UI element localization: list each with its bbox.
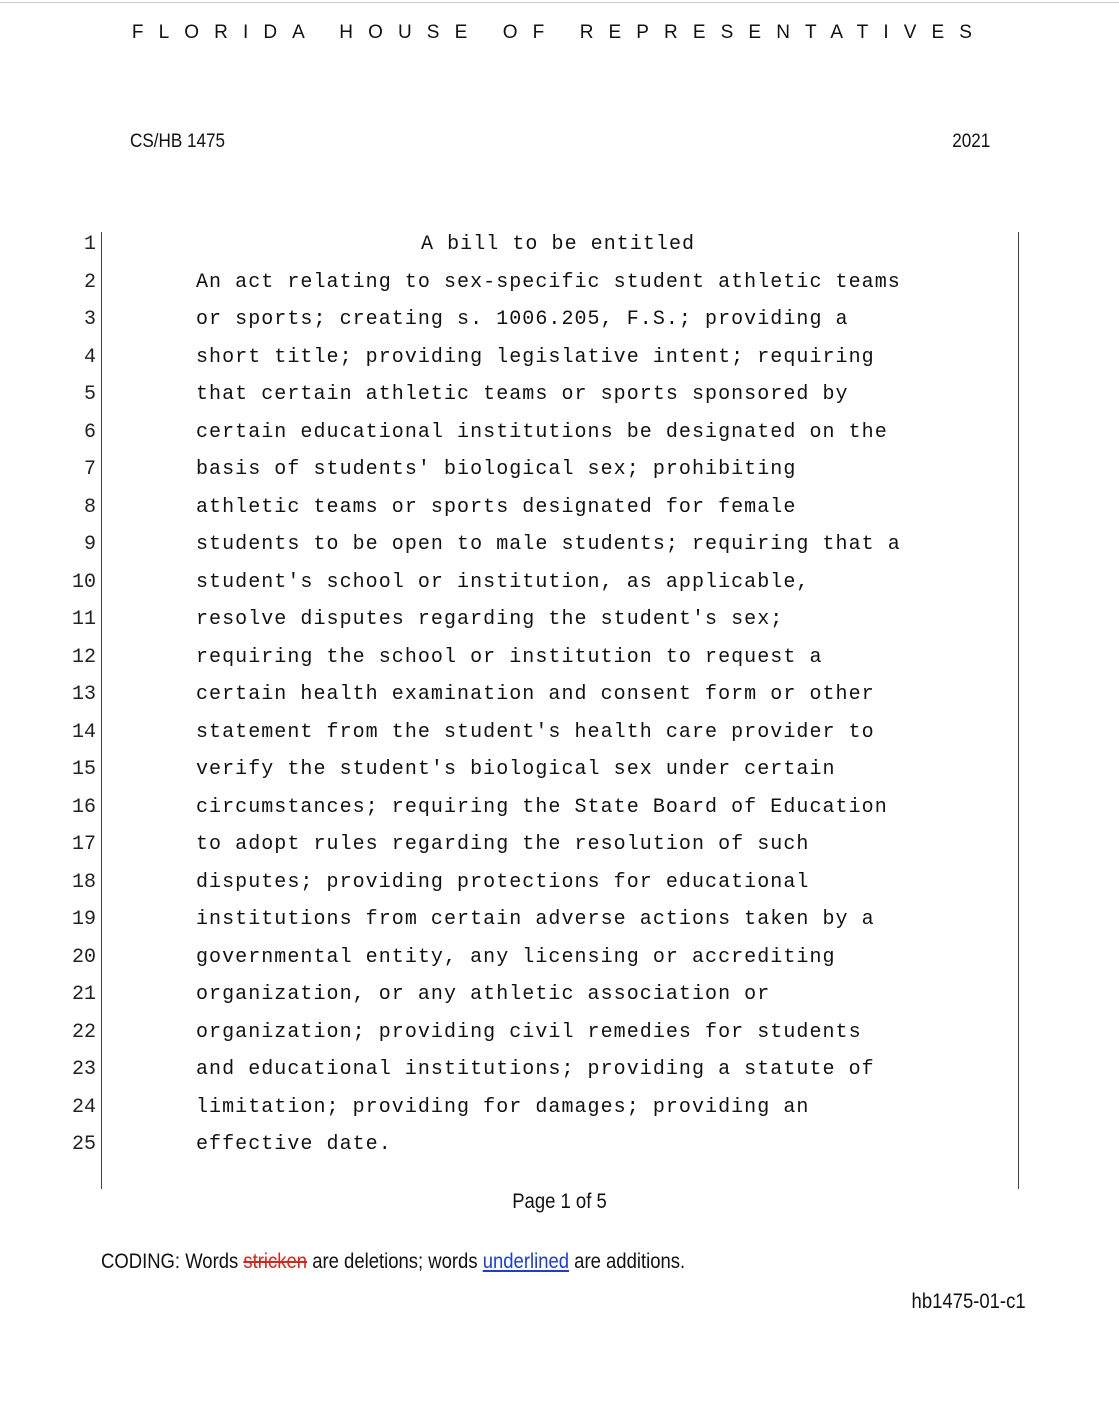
bill-line [0,339,1119,377]
line-number: 9 [83,533,96,556]
line-text: disputes; providing protections for educational [196,870,810,894]
coding-stricken-word: stricken [243,1250,308,1273]
bill-line [0,526,1119,564]
line-number: 15 [71,758,96,781]
document-code: hb1475-01-c1 [911,1290,1026,1313]
coding-legend [101,1250,685,1274]
line-text: resolve disputes regarding the student's sex; [196,608,784,631]
bill-line [0,376,1119,414]
line-text: students to be open to male students; requiring that a [196,533,901,556]
line-text: institutions from certain adverse actions taken by a [196,908,875,931]
bill-year: 2021 [951,131,990,152]
bill-line [0,1014,1119,1052]
bill-line [0,751,1119,789]
line-text: limitation; providing for damages; providing an [196,1095,810,1119]
chamber-header: FLORIDA HOUSE OF REPRESENTATIVES [131,22,988,43]
line-number: 13 [71,683,96,706]
bill-line [0,1051,1119,1089]
line-text: organization, or any athletic association or [196,983,771,1006]
line-text: athletic teams or sports designated for female [196,495,797,519]
bill-line [0,939,1119,977]
line-number: 18 [71,870,96,894]
bill-line [0,564,1119,602]
top-rule [0,2,1119,3]
bill-line [0,789,1119,827]
coding-suffix: are additions. [569,1250,686,1273]
bill-line [0,264,1119,302]
line-number: 1 [83,233,96,256]
line-text: or sports; creating s. 1006.205, F.S.; providing a [196,308,849,331]
coding-underlined-word: underlined [482,1250,570,1273]
line-number: 12 [71,645,96,669]
line-text: governmental entity, any licensing or accrediting [196,945,836,969]
bill-text [0,226,1119,1164]
line-text: statement from the student's health care provider to [196,720,875,744]
line-text: student's school or institution, as applicable, [196,570,810,594]
line-number: 5 [83,383,96,406]
line-number: 25 [71,1133,96,1156]
page-number: Page 1 of 5 [512,1190,607,1213]
line-number: 20 [71,945,96,969]
line-number: 17 [71,833,96,856]
line-number: 11 [71,608,96,631]
line-number: 6 [83,420,96,444]
bill-line [0,489,1119,527]
bill-line [0,1089,1119,1127]
line-text: certain educational institutions be designated on the [196,420,888,444]
line-number: 23 [71,1058,96,1081]
bill-line [0,451,1119,489]
line-number: 14 [71,720,96,744]
line-text: certain health examination and consent form or other [196,683,875,706]
line-text: effective date. [196,1133,392,1156]
bill-line [0,414,1119,452]
line-text: verify the student's biological sex under certain [196,758,836,781]
line-text: to adopt rules regarding the resolution of such [196,833,810,856]
bill-line [0,714,1119,752]
line-number: 8 [83,495,96,519]
bill-line [0,1126,1119,1164]
bill-line [0,864,1119,902]
line-text: short title; providing legislative intent; requiring [196,345,875,369]
line-number: 22 [71,1020,96,1044]
line-number: 16 [71,795,96,819]
bill-line [0,601,1119,639]
line-text: basis of students' biological sex; prohibiting [196,458,797,481]
line-text: An act relating to sex-specific student athletic teams [196,270,901,294]
line-number: 10 [71,570,96,594]
line-text: that certain athletic teams or sports sponsored by [196,383,849,406]
line-number: 2 [83,270,96,294]
line-number: 4 [83,345,96,369]
line-text: organization; providing civil remedies for students [196,1020,862,1044]
bill-line [0,301,1119,339]
line-number: 3 [83,308,96,331]
line-number: 24 [71,1095,96,1119]
bill-line [0,676,1119,714]
coding-prefix: CODING: Words [101,1250,244,1273]
bill-line [0,901,1119,939]
line-number: 21 [71,983,96,1006]
coding-middle: are deletions; words [307,1250,483,1273]
line-text: requiring the school or institution to request a [196,645,823,669]
line-number: 7 [83,458,96,481]
bill-line [0,226,1119,264]
line-number: 19 [71,908,96,931]
line-text: circumstances; requiring the State Board of Education [196,795,888,819]
bill-title: A bill to be entitled [421,233,696,256]
bill-line [0,826,1119,864]
bill-id: CS/HB 1475 [130,131,226,152]
bill-line [0,976,1119,1014]
bill-line [0,639,1119,677]
line-text: and educational institutions; providing a statute of [196,1058,875,1081]
